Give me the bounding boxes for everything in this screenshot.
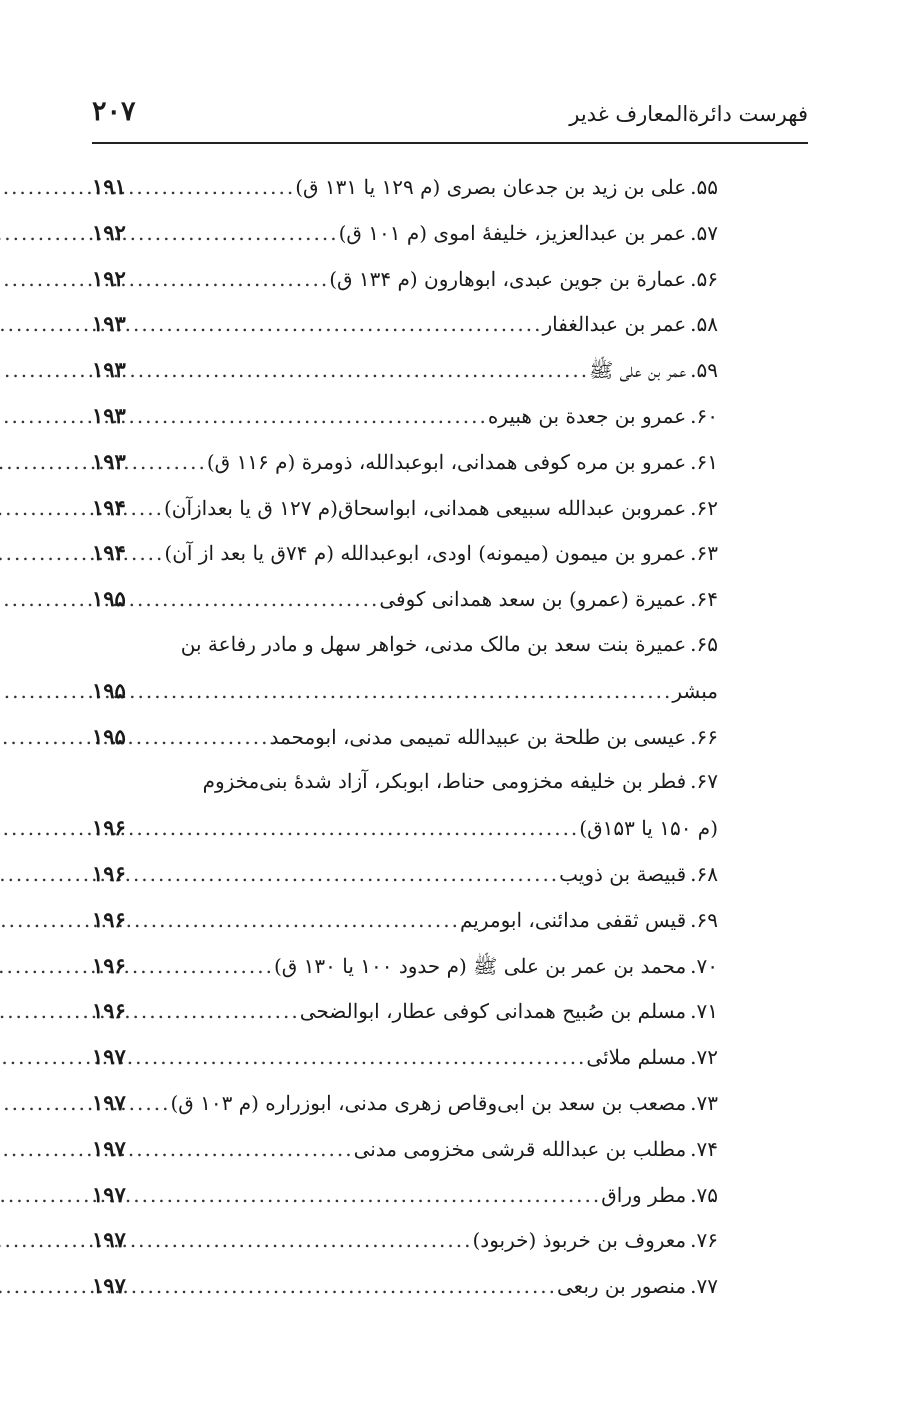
dot-leader	[132, 806, 579, 852]
entry-number: ۶۶.	[690, 724, 718, 749]
entry-title: عمرو بن جعدة بن هبیره	[487, 403, 687, 428]
page-header	[92, 96, 808, 144]
entry-page-number: ۱۹۷	[92, 1227, 126, 1253]
toc-entry	[92, 1034, 718, 1080]
dot-leader	[132, 1035, 587, 1081]
entry-title-continuation: مبشر	[672, 678, 718, 703]
entry-number: ۷۱.	[690, 999, 718, 1024]
entry-title: مسلم ملائی	[586, 1045, 687, 1070]
toc-entry	[92, 1217, 718, 1263]
dot-leader	[132, 1081, 171, 1127]
entry-page-number: ۱۹۲	[92, 265, 126, 291]
dot-leader	[132, 486, 164, 532]
dot-leader	[132, 302, 543, 348]
entry-number: ۶۷.	[690, 769, 718, 794]
toc-entry-continuation	[92, 668, 718, 714]
dot-leader	[132, 257, 329, 303]
entry-title: عمر بن علی ﷺ	[589, 358, 687, 383]
entry-page-number: ۱۹۴	[92, 494, 126, 520]
toc-entry	[92, 1126, 718, 1172]
entry-number: ۷۵.	[690, 1182, 718, 1207]
entry-page-number: ۱۹۶	[92, 815, 126, 841]
entry-page-number: ۱۹۳	[92, 311, 126, 337]
entry-number: ۶۹.	[690, 907, 718, 932]
toc-entry	[92, 347, 718, 393]
dot-leader	[132, 165, 295, 211]
toc-entry	[92, 1263, 718, 1309]
entry-number: ۶۳.	[690, 541, 718, 566]
entry-title: عمرو بن مره کوفی همدانی، ابوعبدالله، ذومرة (م ۱۱۶ ق)	[206, 449, 687, 474]
entry-number: ۶۴.	[690, 587, 718, 612]
entry-title: عمیرة (عمرو) بن سعد همدانی کوفی	[379, 587, 687, 612]
entry-title: علی بن زید بن جدعان بصری (م ۱۲۹ یا ۱۳۱ ق)	[295, 175, 687, 199]
entry-page-number: ۱۹۳	[92, 402, 126, 428]
entry-page-number: ۱۹۶	[92, 998, 126, 1024]
entry-title: عیسی بن طلحة بن عبیدالله تمیمی مدنی، ابومحمد	[269, 724, 687, 749]
entry-number: ۷۴.	[690, 1136, 718, 1161]
entry-number: ۶۰.	[690, 403, 718, 428]
entry-page-number: ۱۹۷	[92, 1044, 126, 1070]
entry-page-number: ۱۹۷	[92, 1181, 126, 1207]
entry-title: فطر بن خلیفه مخزومی حناط، ابوبکر، آزاد شدهٔ بنی‌مخزوم	[202, 769, 687, 794]
dot-leader	[132, 211, 339, 257]
toc-entry	[92, 301, 718, 347]
entry-title: معروف بن خربوذ (خربود)	[472, 1228, 687, 1253]
toc-entry	[92, 485, 718, 531]
dot-leader	[132, 715, 270, 761]
entry-number: ۷۷.	[690, 1274, 718, 1299]
entry-number: ۵۵.	[690, 175, 718, 199]
toc-entry	[92, 943, 718, 989]
toc-entry	[92, 988, 718, 1034]
table-of-contents	[92, 164, 718, 1309]
dot-leader	[132, 531, 165, 577]
toc-entry	[92, 210, 718, 256]
entry-number: ۶۵.	[690, 631, 718, 656]
entry-number: ۵۸.	[690, 312, 718, 337]
toc-entry	[92, 256, 718, 302]
toc-entry-continuation	[92, 805, 718, 851]
toc-entry	[92, 530, 718, 576]
entry-page-number: ۱۹۴	[92, 540, 126, 566]
dot-leader	[132, 944, 274, 990]
entry-title: قبیصة بن ذویب	[559, 861, 687, 886]
toc-entry	[92, 622, 718, 668]
entry-page-number: ۱۹۷	[92, 1089, 126, 1115]
toc-entry	[92, 576, 718, 622]
dot-leader	[132, 348, 589, 394]
entry-page-number: ۱۹۲	[92, 219, 126, 245]
entry-title-continuation: (م ۱۵۰ یا ۱۵۳ق)	[579, 816, 718, 841]
entry-page-number: ۱۹۵	[92, 677, 126, 703]
entry-title: عمروبن عبدالله سبیعی همدانی، ابواسحاق(م ۱۲۷ ق یا بعدازآن)	[163, 495, 687, 520]
dot-leader	[132, 394, 488, 440]
entry-number: ۷۶.	[690, 1228, 718, 1253]
entry-number: ۶۸.	[690, 861, 718, 886]
entry-page-number: ۱۹۶	[92, 952, 126, 978]
entry-title: مصعب بن سعد بن ابی‌وقاص زهری مدنی، ابوزراره (م ۱۰۳ ق)	[170, 1090, 687, 1115]
dot-leader	[132, 440, 207, 486]
entry-title: مسلم بن صُبیح همدانی کوفی عطار، ابوالضحی	[299, 999, 687, 1024]
entry-page-number: ۱۹۵	[92, 586, 126, 612]
entry-page-number: ۱۹۵	[92, 723, 126, 749]
entry-page-number: ۱۹۳	[92, 448, 126, 474]
entry-title: منصور بن ربعی	[557, 1274, 687, 1299]
entry-number: ۷۲.	[690, 1045, 718, 1070]
entry-title: مطر وراق	[601, 1182, 687, 1207]
dot-leader	[132, 577, 380, 623]
entry-number: ۶۲.	[690, 495, 718, 520]
entry-title: عمر بن عبدالعزیز، خلیفهٔ اموی (م ۱۰۱ ق)	[338, 220, 687, 245]
entry-number: ۵۶.	[690, 266, 718, 291]
entry-title: عمر بن عبدالغفار	[542, 312, 687, 337]
dot-leader	[132, 669, 673, 715]
entry-number: ۵۷.	[690, 220, 718, 245]
dot-leader	[132, 898, 460, 944]
toc-entry	[92, 897, 718, 943]
entry-page-number: ۱۹۷	[92, 1273, 126, 1299]
dot-leader	[132, 852, 559, 898]
toc-entry	[92, 1080, 718, 1126]
entry-title: قیس ثقفی مدائنی، ابومریم	[459, 907, 687, 932]
dot-leader	[132, 1173, 601, 1219]
dot-leader	[132, 989, 300, 1035]
entry-number: ۷۳.	[690, 1090, 718, 1115]
toc-entry	[92, 714, 718, 760]
entry-page-number: ۱۹۶	[92, 860, 126, 886]
entry-page-number: ۱۹۶	[92, 906, 126, 932]
entry-title: عمیرة بنت سعد بن مالک مدنی، خواهر سهل و مادر رفاعة بن	[180, 631, 687, 656]
toc-entry	[92, 439, 718, 485]
dot-leader	[132, 1127, 354, 1173]
entry-number: ۷۰.	[690, 953, 718, 978]
dot-leader	[132, 1218, 473, 1264]
entry-title: مطلب بن عبدالله قرشی مخزومی مدنی	[353, 1136, 687, 1161]
running-title: فهرست دائرةالمعارف غدیر	[569, 102, 808, 126]
dot-leader	[132, 1264, 557, 1310]
toc-entry	[92, 164, 718, 210]
entry-page-number: ۱۹۷	[92, 1135, 126, 1161]
entry-title: عمارة بن جوین عبدی، ابوهارون (م ۱۳۴ ق)	[329, 266, 687, 291]
entry-number: ۵۹.	[690, 358, 718, 383]
entry-page-number: ۱۹۱	[92, 174, 126, 199]
toc-entry	[92, 393, 718, 439]
entry-title: محمد بن عمر بن علی ﷺ (م حدود ۱۰۰ یا ۱۳۰ ق)	[273, 953, 687, 978]
entry-page-number: ۱۹۳	[92, 357, 126, 383]
entry-title: عمرو بن میمون (میمونه) اودی، ابوعبدالله (م ۷۴ق یا بعد از آن)	[164, 541, 687, 566]
toc-entry	[92, 1172, 718, 1218]
toc-entry	[92, 759, 718, 805]
entry-number: ۶۱.	[690, 449, 718, 474]
page-number: ۲۰۷	[92, 96, 136, 127]
toc-entry	[92, 851, 718, 897]
